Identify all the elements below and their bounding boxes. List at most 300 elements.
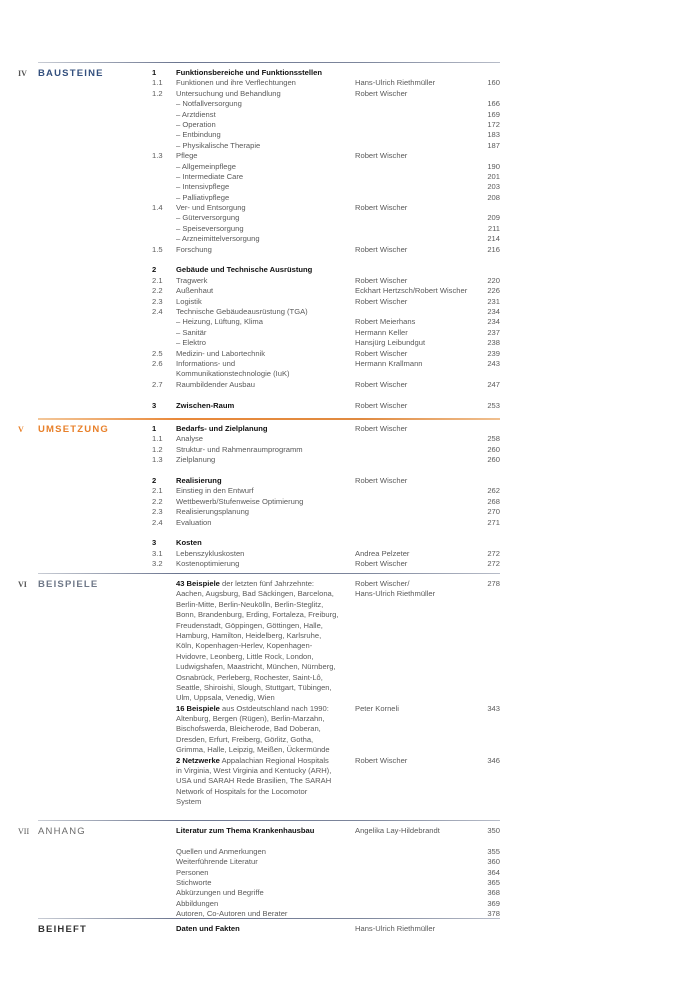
entry-author: Hansjürg Leibundgut: [355, 338, 426, 348]
entry-number: 1.5: [152, 244, 163, 254]
entry-title: [176, 826, 314, 836]
toc-entry: [38, 380, 500, 390]
entry-author: Robert Wischer: [355, 379, 408, 389]
entry-title: [176, 359, 235, 369]
entry-title-text: Köln, Kopenhagen-Herlev, Kopenhagen-: [176, 641, 313, 651]
toc-entry: [38, 787, 500, 797]
entry-title-text: Gebäude und Technische Ausrüstung: [176, 265, 313, 275]
entry-author: Robert Wischer/: [355, 579, 410, 588]
entry-page: 270: [487, 507, 500, 517]
toc-entry: [38, 847, 500, 857]
entry-number: 3.2: [152, 559, 163, 569]
entry-page: 360: [487, 857, 500, 867]
entry-number: 2: [152, 265, 157, 275]
entry-title-text: – Intensivpflege: [176, 182, 230, 192]
entry-title: [176, 151, 198, 161]
toc-entry: [38, 68, 500, 78]
entry-title-text: Funktionen und ihre Verflechtungen: [176, 78, 296, 88]
entry-page: 209: [487, 213, 500, 223]
entry-title: [176, 203, 246, 213]
entry-page: 237: [487, 327, 500, 337]
entry-page: 268: [487, 496, 500, 506]
entry-author: Robert Wischer: [355, 296, 408, 306]
entry-page: 203: [487, 182, 500, 192]
entry-page: 260: [487, 444, 500, 454]
entry-title-text: Logistik: [176, 296, 202, 306]
entry-title-text: Quellen und Anmerkungen: [176, 846, 266, 856]
toc-entry: [38, 151, 500, 161]
entry-page: 350: [487, 826, 500, 835]
toc-entry: [38, 888, 500, 898]
section-divider: [38, 918, 500, 919]
entry-title-text: Zielplanung: [176, 455, 216, 465]
entry-title: [176, 641, 312, 651]
entry-title-text: – Palliativpflege: [176, 192, 230, 202]
toc-entry: [38, 276, 500, 286]
section-numeral: V: [18, 425, 24, 434]
entry-title-text: Wettbewerb/Stufenweise Optimierung: [176, 496, 304, 506]
toc-entry: [38, 130, 500, 140]
entry-title-text: – Operation: [176, 119, 216, 129]
entry-number: 2.2: [152, 286, 163, 296]
entry-title-text: – Arzneimittelversorgung: [176, 234, 260, 244]
entry-title: [176, 847, 266, 857]
entry-title-text: – Speiseversorgung: [176, 223, 244, 233]
entry-title-text: Lebenszykluskosten: [176, 548, 245, 558]
section-entries: [38, 424, 500, 569]
entry-number: 1.3: [152, 151, 163, 161]
entry-author: Robert Meierhans: [355, 317, 416, 327]
entry-page: 260: [487, 455, 500, 465]
entry-title: [176, 476, 222, 486]
entry-title: [176, 776, 331, 786]
entry-title: [176, 193, 229, 203]
entry-title-text: Technische Gebäudeausrüstung (TGA): [176, 306, 308, 316]
entry-title: [176, 589, 334, 599]
entry-title-text: Ludwigshafen, Maastricht, München, Nürnberg,: [176, 662, 336, 672]
entry-title-text: Bischofswerda, Bleicherode, Bad Doberan,: [176, 724, 321, 734]
entry-title: [176, 549, 244, 559]
entry-title: [176, 724, 321, 734]
toc-entry: [38, 704, 500, 714]
entry-page: 211: [487, 223, 500, 233]
entry-page: 262: [487, 486, 500, 496]
entry-title-text: Einstieg in den Entwurf: [176, 486, 254, 496]
entry-title: [176, 745, 330, 755]
entry-page: 234: [487, 306, 500, 316]
entry-title-text: Bedarfs- und Zielplanung: [176, 424, 268, 433]
entry-author: Hermann Keller: [355, 327, 408, 337]
toc-entry: [38, 826, 500, 836]
toc-entry: [38, 89, 500, 99]
entry-title: [176, 507, 249, 517]
entry-title: [176, 182, 229, 192]
entry-page: 364: [487, 867, 500, 877]
entry-page: 231: [487, 296, 500, 306]
entry-page: 226: [487, 286, 500, 296]
entry-number: 2.4: [152, 306, 163, 316]
spacer: [38, 466, 500, 476]
entry-page: 187: [487, 140, 500, 150]
entry-author: Andrea Pelzeter: [355, 548, 410, 558]
entry-title-text: – Physikalische Therapie: [176, 140, 261, 150]
entry-title: [176, 265, 312, 275]
section-title: BAUSTEINE: [38, 68, 104, 79]
entry-author: Robert Wischer: [355, 151, 408, 161]
entry-page: 346: [487, 755, 500, 765]
entry-title: [176, 693, 275, 703]
entry-title-text: Realisierungsplanung: [176, 507, 250, 517]
entry-title: [176, 857, 258, 867]
toc-entry: [38, 182, 500, 192]
entry-number: 1.1: [152, 434, 163, 444]
toc-entry: [38, 455, 500, 465]
entry-page: 253: [487, 400, 500, 410]
toc-entry: [38, 213, 500, 223]
toc-entry: [38, 359, 500, 369]
toc-entry: [38, 579, 500, 589]
entry-title-text: Abkürzungen und Begriffe: [176, 888, 264, 898]
entry-author: Robert Wischer: [355, 424, 408, 433]
entry-title-text: Kostenoptimierung: [176, 559, 240, 569]
entry-page: 365: [487, 877, 500, 887]
entry-title-text: Untersuchung und Behandlung: [176, 88, 281, 98]
toc-entry: [38, 497, 500, 507]
entry-author: Robert Wischer: [355, 88, 408, 98]
entry-title: [176, 224, 244, 234]
entry-author: Robert Wischer: [355, 348, 408, 358]
entry-number: 2.4: [152, 517, 163, 527]
entry-page: 166: [487, 99, 500, 109]
entry-author: Hermann Krallmann: [355, 358, 423, 368]
spacer: [38, 390, 500, 400]
entry-number: 1: [152, 68, 157, 77]
entry-page: 234: [487, 317, 500, 327]
section-numeral: VI: [18, 580, 27, 589]
entry-title: [176, 899, 218, 909]
entry-title-text: – Entbindung: [176, 130, 221, 140]
entry-title: [176, 518, 211, 528]
entry-page: 343: [487, 703, 500, 713]
entry-title: [176, 878, 211, 888]
toc-entry: [38, 662, 500, 672]
entry-number: 1.4: [152, 203, 163, 213]
entry-number: 1.1: [152, 78, 163, 88]
entry-title: [176, 338, 206, 348]
entry-title-text: – Güterversorgung: [176, 213, 240, 223]
toc-entry: [38, 162, 500, 172]
toc-entry: [38, 631, 500, 641]
entry-number: 1: [152, 424, 157, 433]
section-divider: [38, 418, 500, 420]
toc-entry: [38, 120, 500, 130]
entry-title-text: Außenhaut: [176, 286, 214, 296]
entry-page: 272: [487, 559, 500, 569]
entry-page: 378: [487, 909, 500, 919]
toc-entry: [38, 193, 500, 203]
entry-title-text: – Notfallversorgung: [176, 99, 242, 109]
entry-title: [176, 683, 332, 693]
toc-entry: [38, 924, 500, 934]
toc-entry: [38, 724, 500, 734]
entry-title: [176, 78, 296, 88]
entry-author: Peter Korneli: [355, 703, 399, 713]
entry-title: [176, 317, 263, 327]
entry-author: Robert Wischer: [355, 755, 408, 765]
entry-author: Robert Wischer: [355, 203, 408, 213]
entry-title: [176, 297, 202, 307]
entry-title-text: der letzten fünf Jahrzehnte:: [219, 579, 315, 588]
entry-number: 2.3: [152, 507, 163, 517]
toc-entry: [38, 714, 500, 724]
entry-author: Angelika Lay-Hildebrandt: [355, 826, 440, 835]
section-divider: [38, 62, 500, 63]
entry-title-text: Analyse: [176, 434, 204, 444]
toc-entry: [38, 486, 500, 496]
entry-title: [176, 631, 321, 641]
entry-title: [176, 868, 209, 878]
entry-author: Hans-Ulrich Riethmüller: [355, 589, 436, 599]
entry-title-text: aus Ostdeutschland nach 1990:: [219, 703, 329, 713]
entry-title: [176, 307, 308, 317]
entry-title: [176, 349, 265, 359]
toc-entry: [38, 434, 500, 444]
entry-title-text: System: [176, 797, 202, 807]
toc-entry: [38, 735, 500, 745]
entry-title: [176, 704, 329, 714]
entry-page: 368: [487, 888, 500, 898]
entry-page: 272: [487, 548, 500, 558]
entry-title: [176, 68, 322, 78]
entry-title-text: Raumbildender Ausbau: [176, 379, 255, 389]
entry-author: Eckhart Hertzsch/Robert Wischer: [355, 286, 468, 296]
entry-title-bold: 43 Beispiele: [176, 579, 220, 588]
entry-title-text: Daten und Fakten: [176, 924, 240, 933]
entry-page: 190: [487, 161, 500, 171]
entry-title: [176, 924, 240, 934]
entry-title: [176, 110, 216, 120]
entry-title-text: Appalachian Regional Hospitals: [219, 755, 329, 765]
entry-number: 1.2: [152, 444, 163, 454]
entry-title: [176, 369, 290, 379]
entry-title-text: Informations- und: [176, 358, 236, 368]
toc-entry: [38, 683, 500, 693]
toc-entry: [38, 78, 500, 88]
entry-title: [176, 538, 202, 548]
entry-page: 243: [487, 358, 500, 368]
entry-title-text: – Heizung, Lüftung, Klima: [176, 317, 263, 327]
toc-entry: [38, 349, 500, 359]
toc-entry: [38, 693, 500, 703]
entry-title-text: Abbildungen: [176, 898, 219, 908]
entry-title-text: Kommunikationstechnologie (IuK): [176, 369, 290, 379]
entry-title: [176, 652, 314, 662]
entry-title-text: Tragwerk: [176, 275, 208, 285]
toc-entry: [38, 338, 500, 348]
toc-entry: [38, 307, 500, 317]
entry-title-bold: 16 Beispiele: [176, 703, 220, 713]
toc-entry: [38, 172, 500, 182]
entry-author: Robert Wischer: [355, 475, 408, 485]
section-divider: [38, 820, 500, 821]
entry-title: [176, 621, 323, 631]
entry-title: [176, 888, 264, 898]
toc-entry: [38, 328, 500, 338]
entry-title: [176, 276, 207, 286]
toc-entry: [38, 445, 500, 455]
entry-number: 3.1: [152, 548, 163, 558]
entry-title: [176, 673, 323, 683]
toc-entry: [38, 878, 500, 888]
toc-entry: [38, 286, 500, 296]
toc-entry: [38, 507, 500, 517]
toc-entry: [38, 621, 500, 631]
entry-title: [176, 89, 281, 99]
entry-title-text: Dresden, Erfurt, Freiberg, Görlitz, Gotha,: [176, 734, 314, 744]
toc-entry: [38, 297, 500, 307]
entry-page: 214: [487, 234, 500, 244]
entry-number: 2.1: [152, 275, 163, 285]
entry-title-text: Literatur zum Thema Krankenhausbau: [176, 826, 315, 835]
entry-title-text: Hamburg, Hamilton, Heidelberg, Karlsruhe,: [176, 630, 322, 640]
entry-title: [176, 162, 236, 172]
entry-title: [176, 213, 239, 223]
toc-entry: [38, 652, 500, 662]
entry-title-text: Network of Hospitals for the Locomotor: [176, 786, 308, 796]
entry-title: [176, 600, 323, 610]
entry-number: 2.3: [152, 296, 163, 306]
entry-title: [176, 380, 255, 390]
section-title: BEISPIELE: [38, 579, 99, 590]
spacer: [38, 528, 500, 538]
toc-entry: [38, 203, 500, 213]
toc-entry: [38, 589, 500, 599]
entry-author: Hans-Ulrich Riethmüller: [355, 78, 436, 88]
entry-title-text: Ver- und Entsorgung: [176, 203, 246, 213]
entry-title-text: Aachen, Augsburg, Bad Säckingen, Barcelona,: [176, 589, 334, 599]
entry-number: 3: [152, 538, 157, 548]
toc-entry: [38, 141, 500, 151]
entry-number: 2: [152, 475, 157, 485]
section-title: ANHANG: [38, 826, 86, 837]
entry-title: [176, 756, 329, 766]
entry-title-text: Altenburg, Bergen (Rügen), Berlin-Marzahn,: [176, 714, 325, 724]
toc-entry: [38, 369, 500, 379]
section-entries: [38, 924, 500, 934]
entry-title: [176, 424, 268, 434]
entry-title-text: Autoren, Co-Autoren und Berater: [176, 909, 288, 919]
entry-page: 208: [487, 192, 500, 202]
entry-title-text: Evaluation: [176, 517, 212, 527]
entry-title-text: Freudenstadt, Göppingen, Göttingen, Halle,: [176, 620, 323, 630]
entry-number: 1.2: [152, 88, 163, 98]
entry-number: 2.7: [152, 379, 163, 389]
entry-title: [176, 445, 303, 455]
entry-title: [176, 714, 325, 724]
entry-title: [176, 735, 313, 745]
entry-author: Hans-Ulrich Riethmüller: [355, 924, 436, 933]
toc-entry: [38, 756, 500, 766]
entry-title: [176, 787, 307, 797]
entry-title: [176, 766, 331, 776]
entry-title: [176, 286, 213, 296]
toc-entry: [38, 317, 500, 327]
entry-page: 169: [487, 109, 500, 119]
entry-author: Robert Wischer: [355, 559, 408, 569]
section-entries: [38, 826, 500, 920]
toc-entry: [38, 899, 500, 909]
entry-title-text: Seattle, Shiroishi, Slough, Stuttgart, Tübingen,: [176, 682, 332, 692]
entry-number: 2.1: [152, 486, 163, 496]
entry-title-text: Weiterführende Literatur: [176, 857, 258, 867]
section-numeral: VII: [18, 827, 30, 836]
entry-title-text: Realisierung: [176, 475, 222, 485]
entry-title: [176, 99, 242, 109]
toc-entry: [38, 766, 500, 776]
entry-title: [176, 141, 260, 151]
entry-title-text: Personen: [176, 867, 209, 877]
toc-entry: [38, 518, 500, 528]
section-title: BEIHEFT: [38, 924, 88, 935]
entry-page: 160: [487, 78, 500, 88]
entry-title-text: – Sanitär: [176, 327, 207, 337]
entry-title-bold: 2 Netzwerke: [176, 755, 220, 765]
entry-page: 369: [487, 898, 500, 908]
section-title: UMSETZUNG: [38, 424, 109, 435]
toc-entry: [38, 776, 500, 786]
toc-entry: [38, 401, 500, 411]
entry-title: [176, 130, 221, 140]
entry-title-text: – Arztdienst: [176, 109, 216, 119]
entry-title: [176, 579, 314, 589]
entry-title-text: Pflege: [176, 151, 198, 161]
entry-title-text: Berlin-Mitte, Berlin-Neukölln, Berlin-Steglitz,: [176, 599, 324, 609]
section-divider: [38, 573, 500, 574]
toc-entry: [38, 110, 500, 120]
entry-title: [176, 497, 303, 507]
entry-title-text: Funktionsbereiche und Funktionsstellen: [176, 68, 322, 77]
entry-number: 3: [152, 400, 157, 410]
toc-entry: [38, 538, 500, 548]
entry-number: 2.2: [152, 496, 163, 506]
entry-page: 216: [487, 244, 500, 254]
toc-entry: [38, 265, 500, 275]
entry-page: 258: [487, 434, 500, 444]
entry-page: 239: [487, 348, 500, 358]
spacer: [38, 255, 500, 265]
entry-title: [176, 610, 339, 620]
entry-title-text: USA und SARAH Rede Brasilien, The SARAH: [176, 776, 332, 786]
entry-title: [176, 662, 336, 672]
entry-title-text: Struktur- und Rahmenraumprogramm: [176, 444, 303, 454]
toc-entry: [38, 549, 500, 559]
entry-page: 247: [487, 379, 500, 389]
entry-title-text: Osnabrück, Perleberg, Rochester, Saint-Lô,: [176, 672, 323, 682]
toc-entry: [38, 476, 500, 486]
toc-entry: [38, 610, 500, 620]
section-entries: [38, 579, 500, 808]
entry-author: Robert Wischer: [355, 244, 408, 254]
entry-title: [176, 455, 215, 465]
entry-title-text: – Allgemeinpflege: [176, 161, 236, 171]
entry-title: [176, 234, 260, 244]
entry-title: [176, 434, 203, 444]
entry-number: 1.3: [152, 455, 163, 465]
entry-title-text: Hvidovre, Leonberg, Little Rock, London,: [176, 651, 314, 661]
toc-entry: [38, 673, 500, 683]
entry-page: 355: [487, 846, 500, 856]
entry-author: Robert Wischer: [355, 275, 408, 285]
